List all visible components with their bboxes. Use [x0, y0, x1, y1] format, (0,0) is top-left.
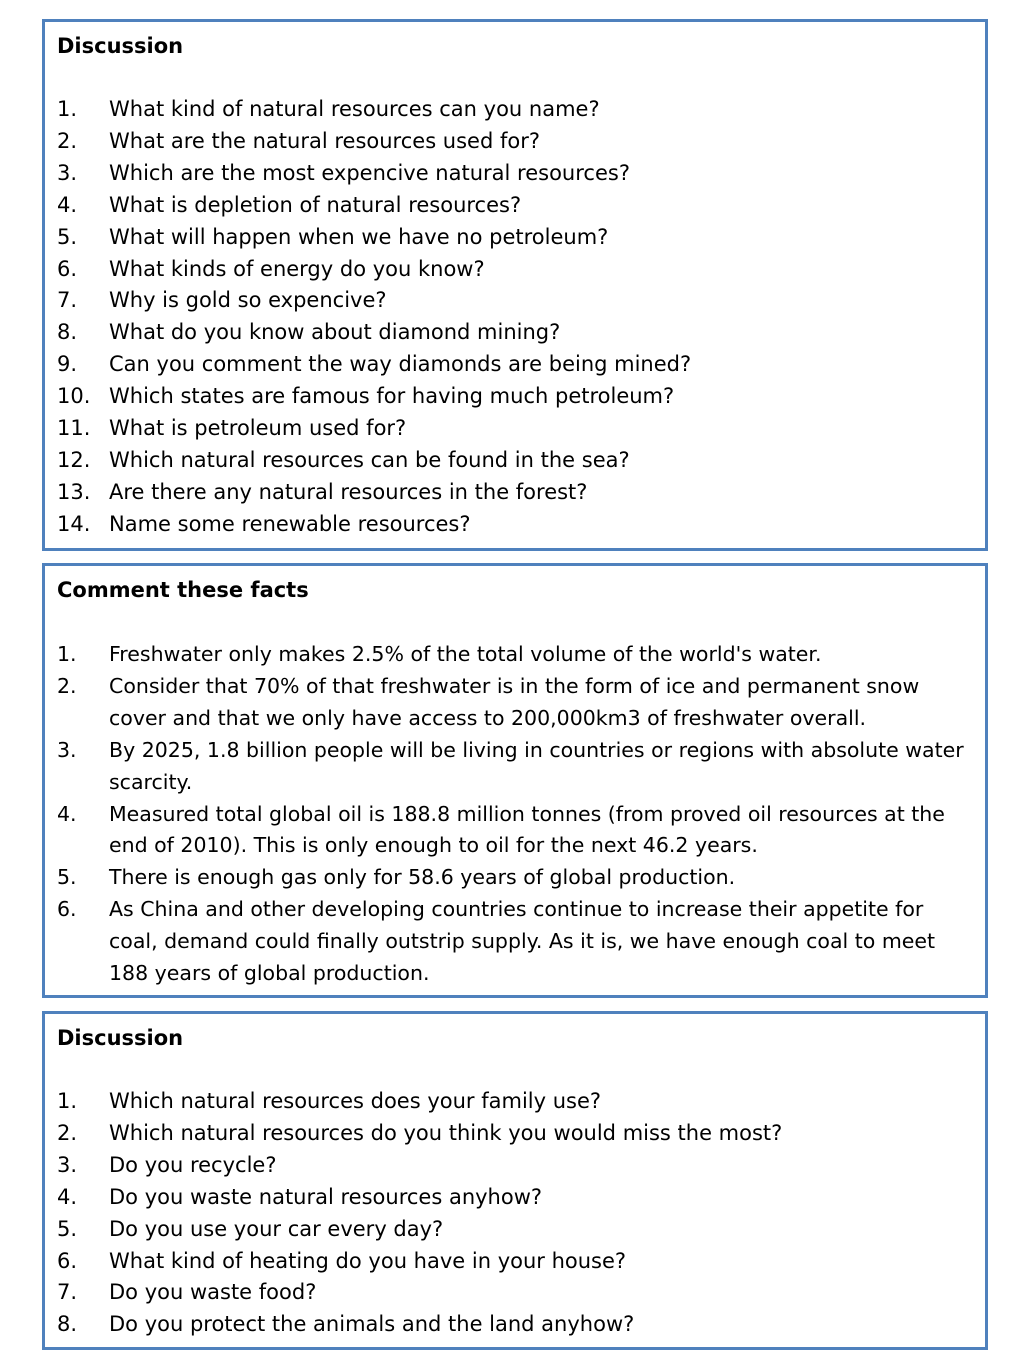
list-item: [57, 349, 973, 381]
item-text: What kind of heating do you have in your house?: [109, 1248, 627, 1273]
item-text: Do you recycle?: [109, 1152, 277, 1177]
item-text: By 2025, 1.8 billion people will be living in countries or regions with absolute water scarcity.: [109, 737, 964, 794]
item-text: What is petroleum used for?: [109, 416, 407, 441]
item-text: Do you waste natural resources anyhow?: [109, 1184, 543, 1209]
item-text: Which states are famous for having much petroleum?: [109, 384, 675, 409]
item-number: 2.: [57, 1120, 78, 1145]
list-item: [57, 413, 973, 445]
item-number: 9.: [57, 352, 78, 377]
item-number: 2.: [57, 128, 78, 153]
list-item: [57, 126, 973, 158]
list-item: [57, 477, 973, 509]
discussion-box-2: [42, 1011, 988, 1350]
item-number: 5.: [57, 865, 77, 890]
section-title: Comment these facts: [57, 578, 309, 602]
item-text: What kind of natural resources can you name?: [109, 97, 600, 121]
list-item: [57, 1118, 973, 1150]
item-number: 6.: [57, 897, 77, 922]
item-text: Are there any natural resources in the forest?: [109, 479, 588, 504]
item-text: Name some renewable resources?: [109, 511, 471, 536]
item-text: Freshwater only makes 2.5% of the total volume of the world's water.: [109, 642, 822, 666]
list-item: [57, 1182, 973, 1214]
list-item: [57, 222, 973, 254]
item-text: What do you know about diamond mining?: [109, 320, 561, 345]
item-number: 12.: [57, 447, 91, 472]
item-text: Which natural resources do you think you would miss the most?: [109, 1120, 783, 1145]
item-number: 1.: [57, 1089, 78, 1113]
item-number: 7.: [57, 1280, 78, 1305]
item-number: 14.: [57, 511, 91, 536]
item-number: 4.: [57, 801, 77, 826]
question-list: [57, 94, 973, 541]
item-number: 3.: [57, 160, 78, 185]
item-text: What kinds of energy do you know?: [109, 256, 485, 281]
list-item: [57, 509, 973, 541]
list-item: [57, 1246, 973, 1278]
list-item: [57, 639, 973, 671]
section-title: Discussion: [57, 34, 184, 58]
list-item: [57, 445, 973, 477]
list-item: [57, 1277, 973, 1309]
item-text: Which natural resources does your family use?: [109, 1089, 602, 1113]
list-item: [57, 894, 973, 990]
section-title: Discussion: [57, 1026, 184, 1050]
list-item: [57, 190, 973, 222]
item-text: What is depletion of natural resources?: [109, 192, 522, 217]
item-number: 13.: [57, 479, 91, 504]
item-number: 6.: [57, 256, 78, 281]
item-number: 6.: [57, 1248, 78, 1273]
item-text: Measured total global oil is 188.8 million tonnes (from proved oil resources at the end of 2010). This is only enough to oil for the next 46.2 years.: [109, 801, 945, 858]
item-text: Do you use your car every day?: [109, 1216, 444, 1241]
list-item: [57, 1150, 973, 1182]
item-number: 4.: [57, 1184, 78, 1209]
list-item: [57, 862, 973, 894]
item-text: Which are the most expencive natural resources?: [109, 160, 630, 185]
list-item: [57, 381, 973, 413]
item-number: 11.: [57, 416, 91, 441]
list-item: [57, 254, 973, 286]
item-number: 8.: [57, 1312, 78, 1337]
item-text: As China and other developing countries continue to increase their appetite for coal, demand could finally outstrip supply. As it is, we have enough coal to meet 188 years of global production.: [109, 897, 936, 986]
item-number: 3.: [57, 737, 77, 762]
item-text: Do you waste food?: [109, 1280, 317, 1305]
item-number: 1.: [57, 642, 77, 666]
item-text: Which natural resources can be found in the sea?: [109, 447, 630, 472]
item-text: Can you comment the way diamonds are being mined?: [109, 352, 692, 377]
item-text: Consider that 70% of that freshwater is in the form of ice and permanent snow cover and that we only have access to 200,000km3 of freshwater overall.: [109, 673, 920, 730]
list-item: [57, 285, 973, 317]
item-number: 10.: [57, 384, 91, 409]
item-number: 5.: [57, 224, 78, 249]
item-number: 2.: [57, 673, 77, 698]
facts-box: [42, 563, 988, 998]
item-text: Why is gold so expencive?: [109, 288, 387, 313]
discussion-box-1: [42, 19, 988, 551]
item-number: 7.: [57, 288, 78, 313]
item-text: Do you protect the animals and the land anyhow?: [109, 1312, 635, 1337]
list-item: [57, 94, 973, 126]
facts-list: [57, 639, 973, 990]
list-item: [57, 735, 973, 799]
item-number: 5.: [57, 1216, 78, 1241]
list-item: [57, 1086, 973, 1118]
item-text: There is enough gas only for 58.6 years of global production.: [109, 865, 736, 890]
list-item: [57, 671, 973, 735]
item-number: 4.: [57, 192, 78, 217]
item-number: 3.: [57, 1152, 78, 1177]
list-item: [57, 158, 973, 190]
item-text: What will happen when we have no petroleum?: [109, 224, 609, 249]
list-item: [57, 799, 973, 863]
list-item: [57, 1309, 973, 1341]
item-number: 8.: [57, 320, 78, 345]
question-list: [57, 1086, 973, 1341]
item-number: 1.: [57, 97, 78, 121]
list-item: [57, 1214, 973, 1246]
list-item: [57, 317, 973, 349]
item-text: What are the natural resources used for?: [109, 128, 541, 153]
